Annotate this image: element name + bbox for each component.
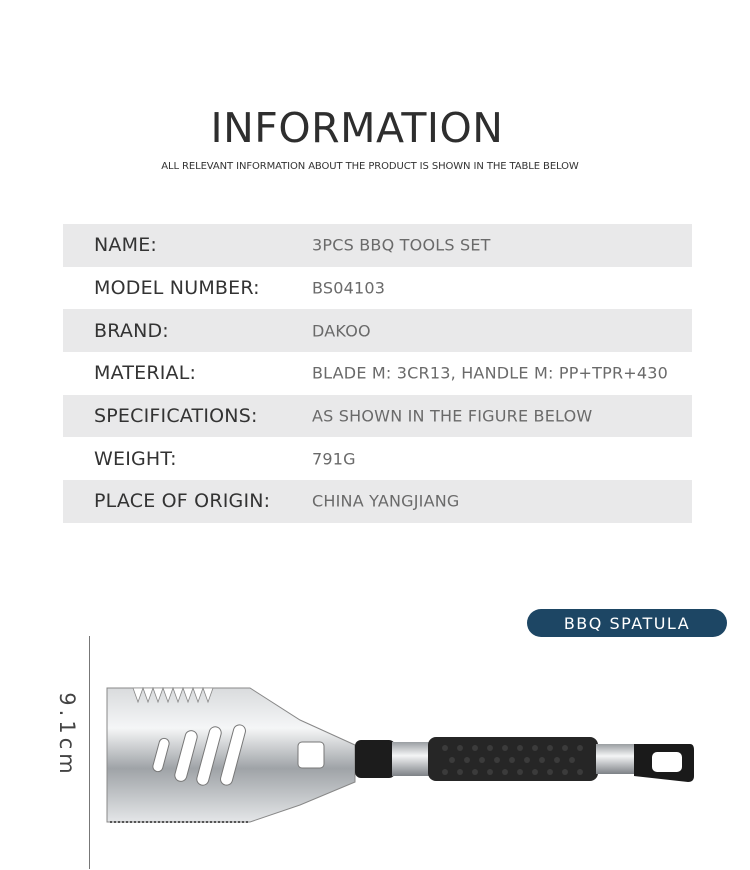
page-title: INFORMATION bbox=[210, 104, 504, 152]
row-label: WEIGHT: bbox=[94, 447, 177, 470]
row-value: BLADE M: 3CR13, HANDLE M: PP+TPR+430 bbox=[312, 363, 669, 383]
row-label: MODEL NUMBER: bbox=[94, 277, 260, 300]
row-value: AS SHOWN IN THE FIGURE BELOW bbox=[312, 406, 593, 426]
row-value: CHINA YANGJIANG bbox=[312, 491, 460, 511]
row-label: NAME: bbox=[94, 234, 158, 257]
page-subtitle: ALL RELEVANT INFORMATION ABOUT THE PRODUCT IS SHOWN IN THE TABLE BELOW bbox=[161, 161, 579, 172]
table-row bbox=[63, 309, 692, 352]
row-value: 3PCS BBQ TOOLS SET bbox=[312, 235, 491, 255]
row-label: PLACE OF ORIGIN: bbox=[94, 490, 271, 513]
table-row bbox=[63, 224, 692, 267]
row-label: SPECIFICATIONS: bbox=[94, 405, 258, 428]
dimension-line bbox=[89, 636, 90, 869]
table-row bbox=[63, 437, 692, 480]
row-value: BS04103 bbox=[312, 278, 386, 298]
row-value: 791G bbox=[312, 449, 356, 469]
product-badge: BBQ SPATULA bbox=[527, 609, 727, 637]
dimension-label: 9.1cm bbox=[55, 692, 79, 778]
table-row bbox=[63, 480, 692, 523]
table-row bbox=[63, 395, 692, 438]
row-label: MATERIAL: bbox=[94, 362, 197, 385]
bbq-spatula-image bbox=[100, 680, 700, 830]
table-row bbox=[63, 352, 692, 395]
row-value: DAKOO bbox=[312, 321, 371, 341]
table-row bbox=[63, 267, 692, 310]
info-table bbox=[63, 224, 692, 523]
row-label: BRAND: bbox=[94, 319, 169, 342]
